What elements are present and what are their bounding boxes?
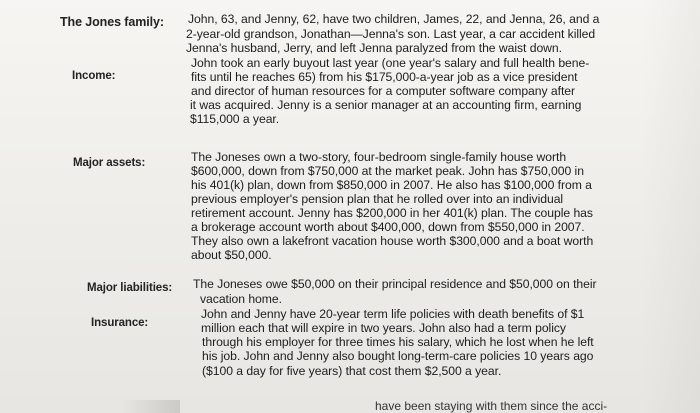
cutoff-smudge — [120, 400, 180, 413]
assets-line-1: The Joneses own a two-story, four-bedroom single-family house worth — [191, 150, 567, 164]
income-line-3: and director of human resources for a computer software company after — [191, 84, 576, 98]
label-income: Income: — [72, 70, 116, 82]
income-line-2: fits until he reaches 65) from his $175,000-a-year job as a vice president — [191, 70, 578, 84]
assets-line-8: about $50,000. — [191, 248, 272, 262]
assets-line-3: his 401(k) plan, down from $850,000 in 2007. He also has $100,000 from a — [191, 178, 592, 192]
assets-line-4: previous employer's pension plan that he rolled over into an individual — [191, 192, 564, 206]
page-shading — [640, 0, 700, 413]
family-line-1: John, 63, and Jenny, 62, have two children, James, 22, and Jenna, 26, and a — [188, 12, 600, 26]
liabilities-line-1: The Joneses owe $50,000 on their principal residence and $50,000 on their — [193, 277, 597, 291]
family-line-2: 2-year-old grandson, Jonathan—Jenna's son. Last year, a car accident killed — [186, 27, 596, 41]
assets-line-6: a brokerage account worth about $400,000, down from $550,000 in 2007. — [191, 220, 585, 234]
label-insurance: Insurance: — [91, 317, 149, 329]
family-line-3: Jenna's husband, Jerry, and left Jenna paralyzed from the waist down. — [186, 41, 562, 55]
insurance-line-4: his job. John and Jenny also bought long-term-care policies 10 years ago — [202, 349, 594, 363]
insurance-line-1: John and Jenny have 20-year term life policies with death benefits of $1 — [201, 307, 585, 321]
assets-line-5: retirement account. Jenny has $200,000 in her 401(k) plan. The couple has — [191, 206, 593, 220]
cutoff-line: have been staying with them since the acci- — [375, 399, 608, 413]
insurance-line-3: through his employer for three times his salary, which he lost when he left — [202, 335, 594, 349]
assets-line-2: $600,000, down from $750,000 at the market peak. John has $750,000 in — [191, 164, 584, 178]
insurance-line-5: ($100 a day for five years) that cost them $2,500 a year. — [202, 364, 502, 378]
income-line-5: $115,000 a year. — [190, 112, 280, 126]
insurance-line-2: million each that will expire in two years. John also had a term policy — [201, 321, 566, 335]
income-line-1: John took an early buyout last year (one year's salary and full health bene- — [191, 56, 590, 70]
liabilities-line-2: vacation home. — [200, 292, 282, 306]
label-major-liabilities: Major liabilities: — [87, 282, 173, 294]
income-line-4: it was acquired. Jenny is a senior manager at an accounting firm, earning — [190, 98, 582, 112]
label-jones-family: The Jones family: — [60, 15, 164, 29]
label-major-assets: Major assets: — [73, 157, 146, 169]
assets-line-7: They also own a lakefront vacation house worth $300,000 and a boat worth — [191, 234, 594, 248]
